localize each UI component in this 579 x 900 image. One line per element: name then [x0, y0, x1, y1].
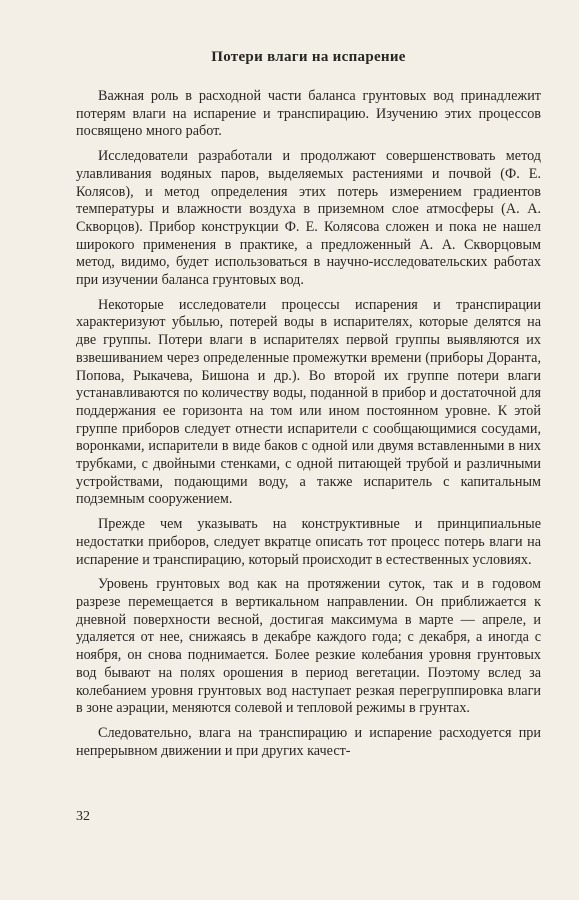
paragraph-1: Важная роль в расходной части баланса грунтовых вод принадлежит потерям влаги на испарение и транспирацию. Изучению этих процессов посвящено много работ. — [76, 88, 541, 140]
page-number: 32 — [76, 809, 90, 824]
paragraph-5: Уровень грунтовых вод как на протяжении суток, так и в годовом разрезе перемещается в вертикальном направлении. Он приближается к дневной поверхности весной, достигая максимума в марте — апреле, и удаляется от нее, снижаясь в декабре каждого года; с декабря, а иногда с ноября, он снова поднимается. Более резкие колебания уровня грунтовых вод бывают на полях орошения в период вегетации. Поэтому вслед за колебанием уровня грунтовых вод наступает резкая перегруппировка влаги в зоне аэрации, меняются солевой и тепловой режимы в грунтах. — [76, 576, 541, 717]
paragraph-3: Некоторые исследователи процессы испарения и транспирации характеризуют убылью, потерей воды в испарителях, которые делятся на две группы. Потери влаги в испарителях первой группы выявляются их взвешиванием через определенные промежутки времени (приборы Доранта, Попова, Рыкачева, Бишона и др.). Во второй их группе потери влаги устанавливаются по количеству воды, поданной в прибор и достаточной для поддержания ее горизонта на том или ином постоянном уровне. К этой группе приборов следует отнести испарители с сообщающимися сосудами, воронками, испарители в виде баков с одной или двумя вставленными в них трубками, с двойными стенками, с одной питающей трубой и различными устройствами, подающими воду, а также испаритель с капитальным подземным сооружением. — [76, 296, 541, 508]
paragraph-4: Прежде чем указывать на конструктивные и принципиальные недостатки приборов, следует вкратце описать тот процесс потерь влаги на испарение и транспирацию, который происходит в естественных условиях. — [76, 516, 541, 568]
paragraph-2: Исследователи разработали и продолжают совершенствовать метод улавливания водяных паров, выделяемых растениями и почвой (Ф. Е. Колясов), и метод определения этих потерь измерением градиентов температуры и влажности воздуха в приземном слое атмосферы (А. А. Скворцов). Прибор конструкции Ф. Е. Колясова сложен и пока не нашел широкого применения в практике, а предложенный А. А. Скворцовым метод, видимо, будет использоваться в научно-исследовательских работах при изучении баланса грунтовых вод. — [76, 148, 541, 289]
section-title: Потери влаги на испарение — [211, 49, 406, 65]
paragraph-6: Следовательно, влага на транспирацию и испарение расходуется при непрерывном движении и при других качест- — [76, 724, 541, 759]
